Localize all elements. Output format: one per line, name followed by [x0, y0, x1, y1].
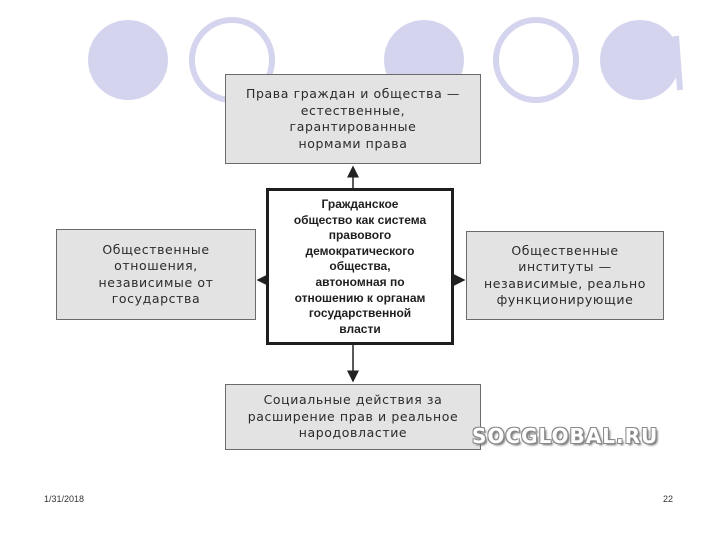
top-box-text: Права граждан и общества — естественные, гарантированные нормами права: [245, 86, 461, 151]
left-box: [56, 229, 256, 320]
right-box: [466, 231, 664, 320]
page-number: 22: [663, 494, 674, 504]
center-box: [266, 188, 454, 345]
bottom-box: [225, 384, 481, 450]
center-box-text: Гражданское общество как система правового демократического общества, автономная по отношению к органам государственной власти: [293, 197, 427, 336]
watermark: SOCGLOBAL.RU: [472, 424, 659, 448]
right-box-text: Общественные институты — независимые, реально функционирующие: [483, 242, 647, 307]
top-box: [225, 74, 481, 164]
left-box-text: Общественные отношения, независимые от государства: [98, 241, 214, 306]
slide-date: 1/31/2018: [44, 494, 85, 504]
bottom-box-text: Социальные действия за расширение прав и реальное народовластие: [247, 392, 459, 441]
